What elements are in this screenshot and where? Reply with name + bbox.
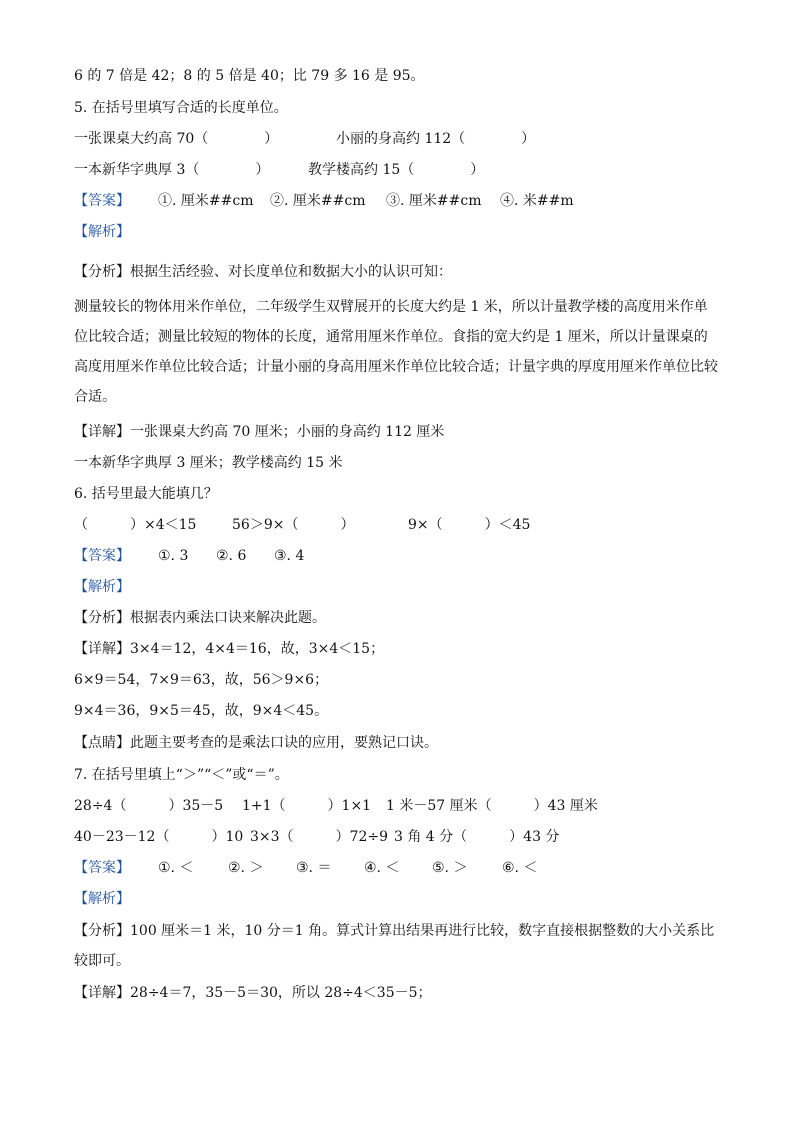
xiangjie-label: 【详解】 (74, 985, 130, 1001)
q5-answer-4: ④. 米##m (500, 193, 574, 209)
q7-answer-3: ③. ＝ (296, 860, 332, 876)
xiangjie-label: 【详解】 (74, 424, 130, 440)
answer-label: 【答案】 (74, 548, 130, 564)
dianjing-label: 【点睛】 (74, 735, 130, 751)
q7-xiangjie-line-1 (74, 983, 432, 1003)
analysis-label: 【解析】 (74, 891, 130, 907)
answer-label: 【答案】 (74, 860, 130, 876)
q7-item-3: 1 米－57 厘米（ ）43 厘米 (386, 798, 598, 814)
q7-item-1: 28÷4（ ）35－5 (74, 798, 224, 814)
q6-answer-1: ①. 3 (158, 548, 189, 564)
q6-title: 6. 括号里最大能填几？ (74, 486, 218, 502)
q6-answer-3: ③. 4 (274, 548, 305, 564)
q7-fenxi-paragraph (74, 916, 720, 976)
q7-item-4: 40－23－12（ ）10 (74, 829, 244, 845)
q7-answer-4: ④. ＜ (364, 860, 400, 876)
q6-dianjing-text: 此题主要考查的是乘法口诀的应用，要熟记口诀。 (130, 735, 438, 751)
q7-answer-6: ⑥. ＜ (502, 860, 538, 876)
q6-xiangjie-text-1: 3×4＝12，4×4＝16，故，3×4＜15； (130, 641, 385, 657)
q5-fenxi-paragraph: 测量较长的物体用米作单位，二年级学生双臂展开的长度大约是 1 米，所以计量教学楼的高度用米作单位比较合适；测量比较短的物体的长度，通常用厘米作单位。食指的宽大约是 1 厘米，所以计量课桌的高度用厘米作单位比较合适；计量小丽的身高用厘米作单位比较合适；计量字典的厚度用厘米作单位比较合适。 (74, 299, 718, 405)
q5-xiangjie-line-2: 一本新华字典厚 3 厘米；教学楼高约 15 米 (74, 455, 343, 471)
q7-answer-1: ①. ＜ (158, 860, 194, 876)
q7-item-2: 1+1（ ）1×1 (242, 798, 372, 814)
fenxi-label: 【分析】 (74, 610, 130, 626)
q5-xiangjie-line-1 (74, 422, 444, 442)
q7-answer-5: ⑤. ＞ (432, 860, 468, 876)
q5-fenxi-line (74, 262, 452, 282)
q7-answer-2: ②. ＞ (228, 860, 264, 876)
q6-problem-3: 9×（ ）＜45 (408, 517, 531, 533)
q7-xiangjie-text-1: 28÷4＝7，35－5＝30，所以 28÷4＜35－5； (130, 985, 432, 1001)
q6-problem-2: 56＞9×（ ） (232, 517, 355, 533)
q5-item-height: 小丽的身高约 112（ ） (336, 131, 536, 147)
q6-xiangjie-line-3: 9×4＝36，9×5＝45，故，9×4＜45。 (74, 703, 329, 719)
xiangjie-label: 【详解】 (74, 641, 130, 657)
q6-answer-2: ②. 6 (216, 548, 247, 564)
q5-answer-3: ③. 厘米##cm (386, 193, 482, 209)
answer-label: 【答案】 (74, 193, 130, 209)
analysis-label: 【解析】 (74, 224, 130, 240)
q5-item-desk: 一张课桌大约高 70（ ） (74, 131, 279, 147)
q6-dianjing-line (74, 733, 438, 753)
q5-title: 5. 在括号里填写合适的长度单位。 (74, 100, 288, 116)
q7-fenxi-text: 100 厘米＝1 米，10 分＝1 角。算式计算出结果再进行比较，数字直接根据整数的大小关系比较即可。 (74, 923, 715, 969)
q6-xiangjie-line-2: 6×9＝54，7×9＝63，故，56＞9×6； (74, 672, 329, 688)
fenxi-label: 【分析】 (74, 923, 130, 939)
q6-problem-1: （ ）×4＜15 (74, 517, 197, 533)
analysis-label: 【解析】 (74, 579, 130, 595)
q5-answer-2: ②. 厘米##cm (270, 193, 366, 209)
q6-xiangjie-line-1 (74, 639, 384, 659)
q5-fenxi-text: 根据生活经验、对长度单位和数据大小的认识可知： (130, 264, 452, 280)
q5-item-building: 教学楼高约 15（ ） (308, 162, 485, 178)
q7-title: 7. 在括号里填上“＞”“＜”或“＝”。 (74, 767, 289, 783)
q5-item-dictionary: 一本新华字典厚 3（ ） (74, 162, 270, 178)
q4-answer-line: 6 的 7 倍是 42；8 的 5 倍是 40；比 79 多 16 是 95。 (74, 68, 425, 84)
q5-xiangjie-text-1: 一张课桌大约高 70 厘米；小丽的身高约 112 厘米 (130, 424, 445, 440)
q6-fenxi-line (74, 608, 326, 628)
q7-item-5: 3×3（ ）72÷9 (250, 829, 388, 845)
q7-item-6: 3 角 4 分（ ）43 分 (394, 829, 560, 845)
q5-answer-1: ①. 厘米##cm (158, 193, 254, 209)
fenxi-label: 【分析】 (74, 264, 130, 280)
q6-fenxi-text: 根据表内乘法口诀来解决此题。 (130, 610, 326, 626)
